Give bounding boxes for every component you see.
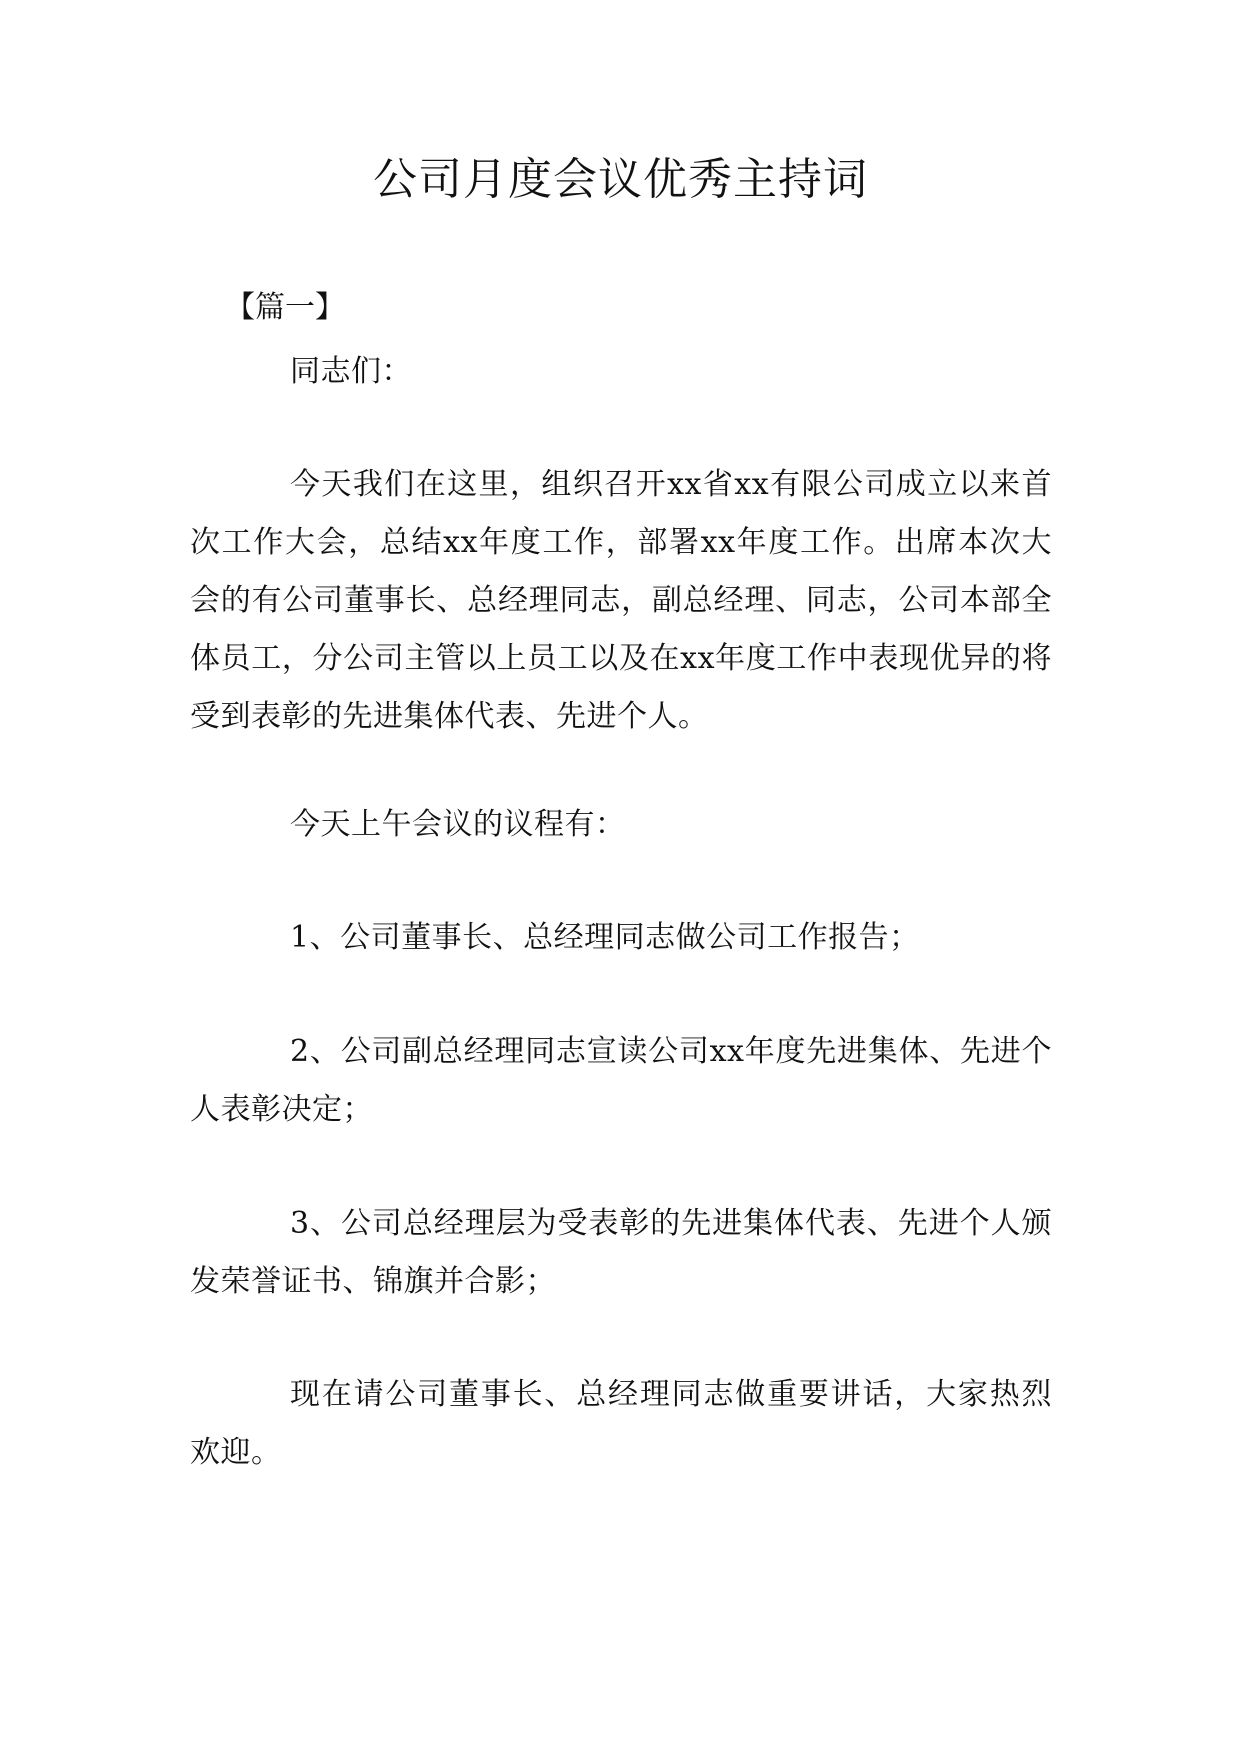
section-label: 【篇一】 [225, 290, 345, 325]
greeting-paragraph: 同志们： [290, 354, 412, 389]
agenda-item-1: 1、公司董事长、总经理同志做公司工作报告； [290, 920, 920, 955]
intro-paragraph: 今天我们在这里，组织召开xx省xx有限公司成立以来首次工作大会，总结xx年度工作，部署xx年度工作。出席本次大会的有公司董事长、总经理同志，副总经理、同志，公司本部全体员工，分公司主管以上员工以及在xx年度工作中表现优异的将受到表彰的先进集体代表、先进个人。 [190, 467, 1052, 734]
agenda-item-3: 3、公司总经理层为受表彰的先进集体代表、先进个人颁发荣誉证书、锦旗并合影； [190, 1206, 1052, 1299]
agenda-paragraph: 今天上午会议的议程有： [290, 807, 626, 842]
agenda-item-2: 2、公司副总经理同志宣读公司xx年度先进集体、先进个人表彰决定； [190, 1034, 1052, 1127]
document-title: 公司月度会议优秀主持词 [373, 154, 868, 205]
closing-paragraph: 现在请公司董事长、总经理同志做重要讲话，大家热烈欢迎。 [190, 1377, 1052, 1470]
